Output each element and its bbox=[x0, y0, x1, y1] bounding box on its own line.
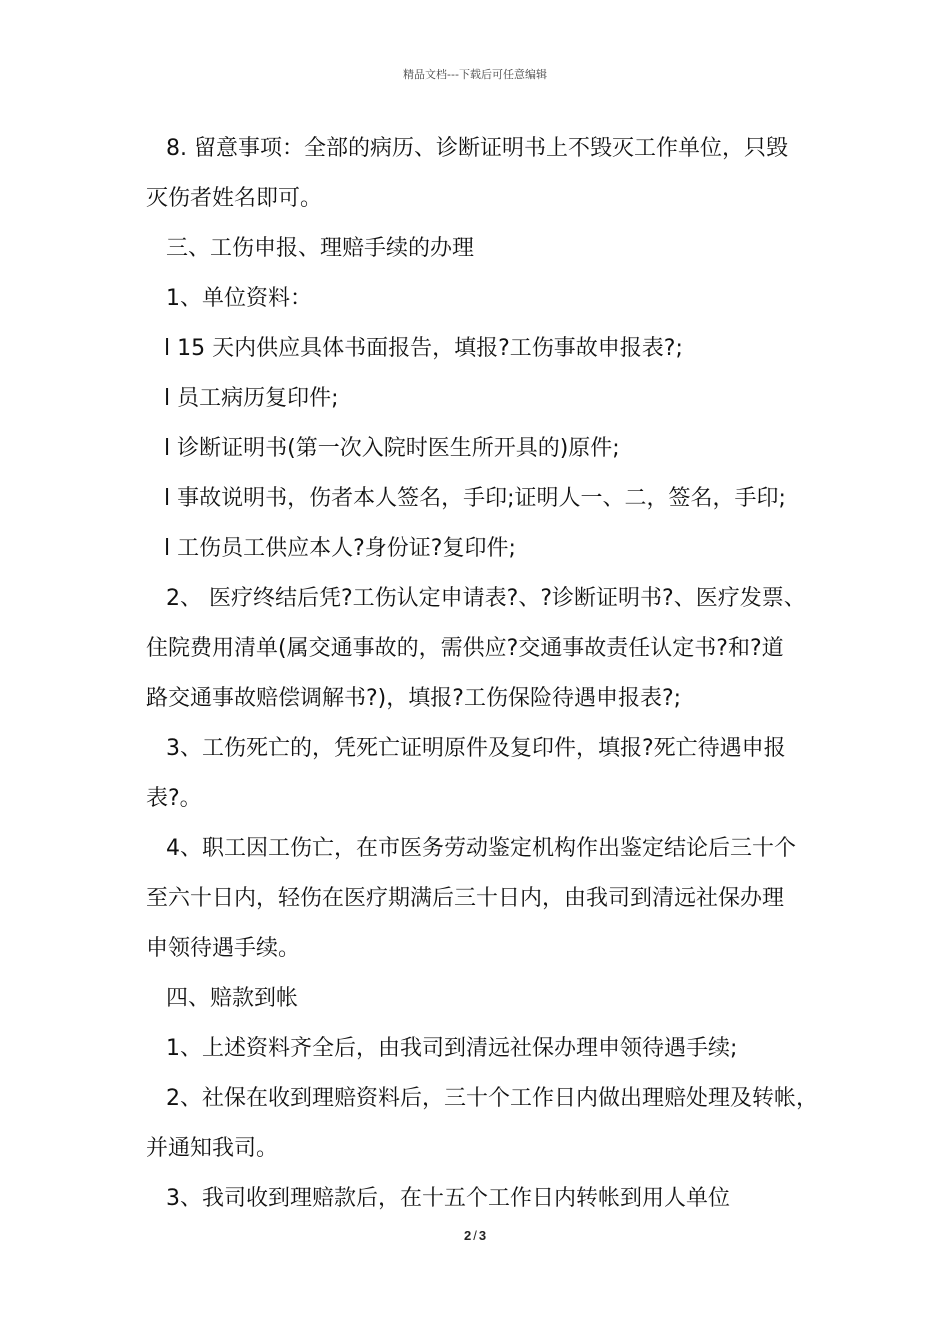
text-line: 1、单位资料： bbox=[166, 286, 312, 311]
text-line: 4、职工因工伤亡，在市医务劳动鉴定机构作出鉴定结论后三十个 bbox=[166, 836, 796, 861]
text-line: 住院费用清单(属交通事故的，需供应?交通事故责任认定书?和?道 bbox=[146, 636, 784, 661]
text-line: 3、我司收到理赔款后，在十五个工作日内转帐到用人单位 bbox=[166, 1186, 730, 1211]
text-line: 申领待遇手续。 bbox=[146, 936, 301, 961]
text-line: 并通知我司。 bbox=[146, 1136, 279, 1161]
text-line: l 15 天内供应具体书面报告，填报?工伤事故申报表?; bbox=[164, 336, 683, 361]
text-line: 灭伤者姓名即可。 bbox=[146, 186, 323, 211]
text-line: 1、上述资料齐全后，由我司到清远社保办理申领待遇手续; bbox=[166, 1036, 738, 1061]
text-line: l 工伤员工供应本人?身份证?复印件; bbox=[164, 536, 516, 561]
text-line: 2、 医疗终结后凭?工伤认定申请表?、?诊断证明书?、医疗发票、 bbox=[166, 586, 806, 611]
text-line: 3、工伤死亡的，凭死亡证明原件及复印件，填报?死亡待遇申报 bbox=[166, 736, 786, 761]
text-line: 至六十日内，轻伤在医疗期满后三十日内，由我司到清远社保办理 bbox=[146, 886, 785, 911]
page-separator: / bbox=[473, 1228, 477, 1243]
text-line: 8. 留意事项：全部的病历、诊断证明书上不毁灭工作单位，只毁 bbox=[166, 136, 788, 161]
text-line: l 事故说明书，伤者本人签名，手印;证明人一、二，签名，手印; bbox=[164, 486, 786, 511]
current-page: 2 bbox=[463, 1228, 472, 1243]
text-line: 表?。 bbox=[146, 786, 202, 811]
text-line: l 诊断证明书(第一次入院时医生所开具的)原件; bbox=[164, 436, 620, 461]
text-line: l 员工病历复印件; bbox=[164, 386, 339, 411]
text-line: 路交通事故赔偿调解书?)，填报?工伤保险待遇申报表?; bbox=[146, 686, 682, 711]
text-line: 四、赔款到帐 bbox=[166, 986, 299, 1011]
document-body bbox=[146, 124, 826, 1224]
page-header: 精品文档---下载后可任意编辑 bbox=[403, 68, 547, 81]
total-pages: 3 bbox=[478, 1228, 487, 1243]
text-line: 2、社保在收到理赔资料后，三十个工作日内做出理赔处理及转帐， bbox=[166, 1086, 818, 1111]
text-line: 三、工伤申报、理赔手续的办理 bbox=[166, 236, 475, 261]
page-number bbox=[0, 1228, 950, 1243]
